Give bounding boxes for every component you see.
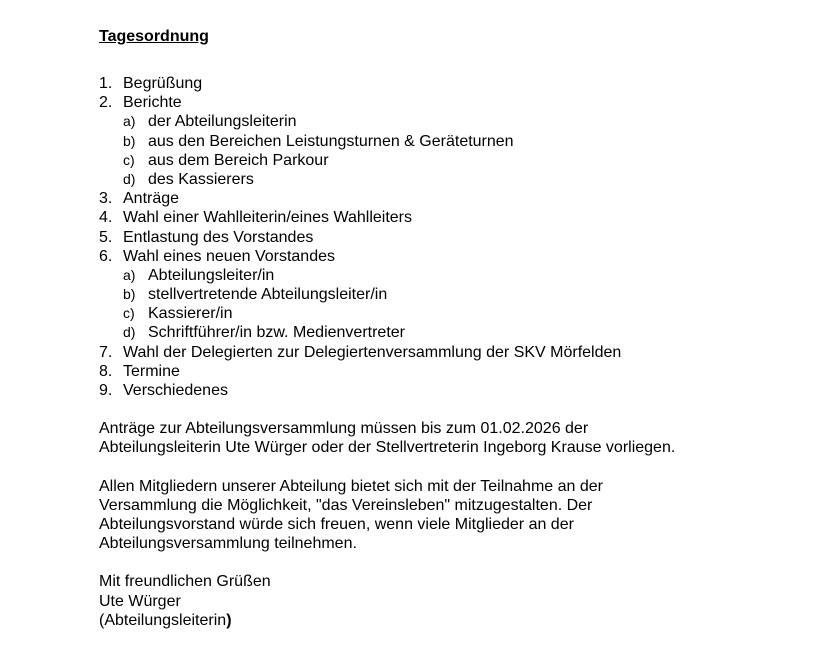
agenda-subitem: [99, 112, 799, 131]
item-text: Termine: [123, 362, 180, 380]
item-text: Wahl der Delegierten zur Delegiertenversammlung der SKV Mörfelden: [123, 343, 622, 361]
paragraph-line: Versammlung die Möglichkeit, "das Vereinsleben" mitzugestalten. Der: [99, 496, 593, 514]
subitem-letter: c): [123, 305, 135, 322]
signatory-role: [99, 611, 799, 630]
agenda-heading: Tagesordnung: [99, 28, 209, 45]
agenda-item: [99, 343, 799, 362]
paragraph-line: Allen Mitgliedern unserer Abteilung bietet sich mit der Teilnahme an der: [99, 477, 603, 495]
agenda-subitem: [99, 304, 799, 323]
paragraph-line: Abteilungsleiterin Ute Würger oder der Stellvertreterin Ingeborg Krause vorliegen.: [99, 439, 676, 457]
item-number: 5.: [99, 228, 113, 246]
item-number: 9.: [99, 382, 113, 399]
document-page: [99, 27, 799, 630]
item-text: Berichte: [123, 94, 182, 112]
subitem-letter: b): [123, 132, 136, 149]
agenda-subitem: [99, 170, 799, 189]
item-number: 4.: [99, 209, 113, 227]
agenda-item: [99, 381, 799, 400]
agenda-item: [99, 208, 799, 227]
item-text: Wahl einer Wahlleiterin/eines Wahlleiters: [123, 209, 412, 227]
item-number: 6.: [99, 247, 113, 265]
agenda-item: [99, 228, 799, 247]
signatory-role-text: (Abteilungsleiterin: [99, 611, 227, 629]
item-number: 2.: [99, 94, 113, 112]
agenda-item: [99, 362, 799, 381]
invitation-paragraph: [99, 477, 799, 554]
closing-block: [99, 572, 799, 630]
signatory-role-bracket: ): [226, 611, 232, 629]
item-number: 7.: [99, 343, 113, 361]
item-text: Wahl eines neuen Vorstandes: [123, 247, 335, 265]
subitem-text: des Kassierers: [148, 170, 254, 188]
item-number: 1.: [99, 75, 113, 92]
item-number: 8.: [99, 362, 113, 380]
subitem-letter: a): [123, 113, 136, 130]
subitem-letter: c): [123, 151, 135, 168]
subitem-text: stellvertretende Abteilungsleiter/in: [148, 286, 388, 304]
paragraph-line: Abteilungsvorstand würde sich freuen, wenn viele Mitglieder an der: [99, 515, 574, 533]
agenda-subitem: [99, 323, 799, 342]
subitem-text: Schriftführer/in bzw. Medienvertreter: [148, 324, 405, 342]
subitem-letter: b): [123, 286, 136, 303]
agenda-list: [99, 74, 799, 400]
agenda-subitem: [99, 266, 799, 285]
agenda-subitem: [99, 151, 799, 170]
signatory-name: Ute Würger: [99, 592, 181, 610]
subitem-text: Kassierer/in: [148, 305, 233, 323]
subitem-letter: d): [123, 170, 136, 187]
subitem-text: der Abteilungsleiterin: [148, 113, 297, 131]
subitem-letter: a): [123, 266, 136, 283]
item-text: Entlastung des Vorstandes: [123, 228, 314, 246]
subitem-text: Abteilungsleiter/in: [148, 266, 275, 284]
paragraph-line: Abteilungsversammlung teilnehmen.: [99, 535, 357, 553]
item-number: 3.: [99, 190, 113, 208]
item-text: Verschiedenes: [123, 382, 228, 399]
item-text: Anträge: [123, 190, 180, 208]
paragraph-line: Anträge zur Abteilungsversammlung müssen bis zum 01.02.2026 der: [99, 420, 589, 438]
agenda-subitem: [99, 285, 799, 304]
agenda-subitem: [99, 132, 799, 151]
agenda-item: [99, 74, 799, 93]
item-text: Begrüßung: [123, 75, 203, 92]
agenda-item: [99, 189, 799, 208]
deadline-paragraph: [99, 419, 799, 457]
subitem-text: aus dem Bereich Parkour: [148, 151, 329, 169]
agenda-item: [99, 247, 799, 266]
agenda-item: [99, 93, 799, 112]
subitem-text: aus den Bereichen Leistungsturnen & Geräteturnen: [148, 132, 514, 150]
subitem-letter: d): [123, 324, 136, 341]
closing-greeting: Mit freundlichen Grüßen: [99, 573, 271, 591]
